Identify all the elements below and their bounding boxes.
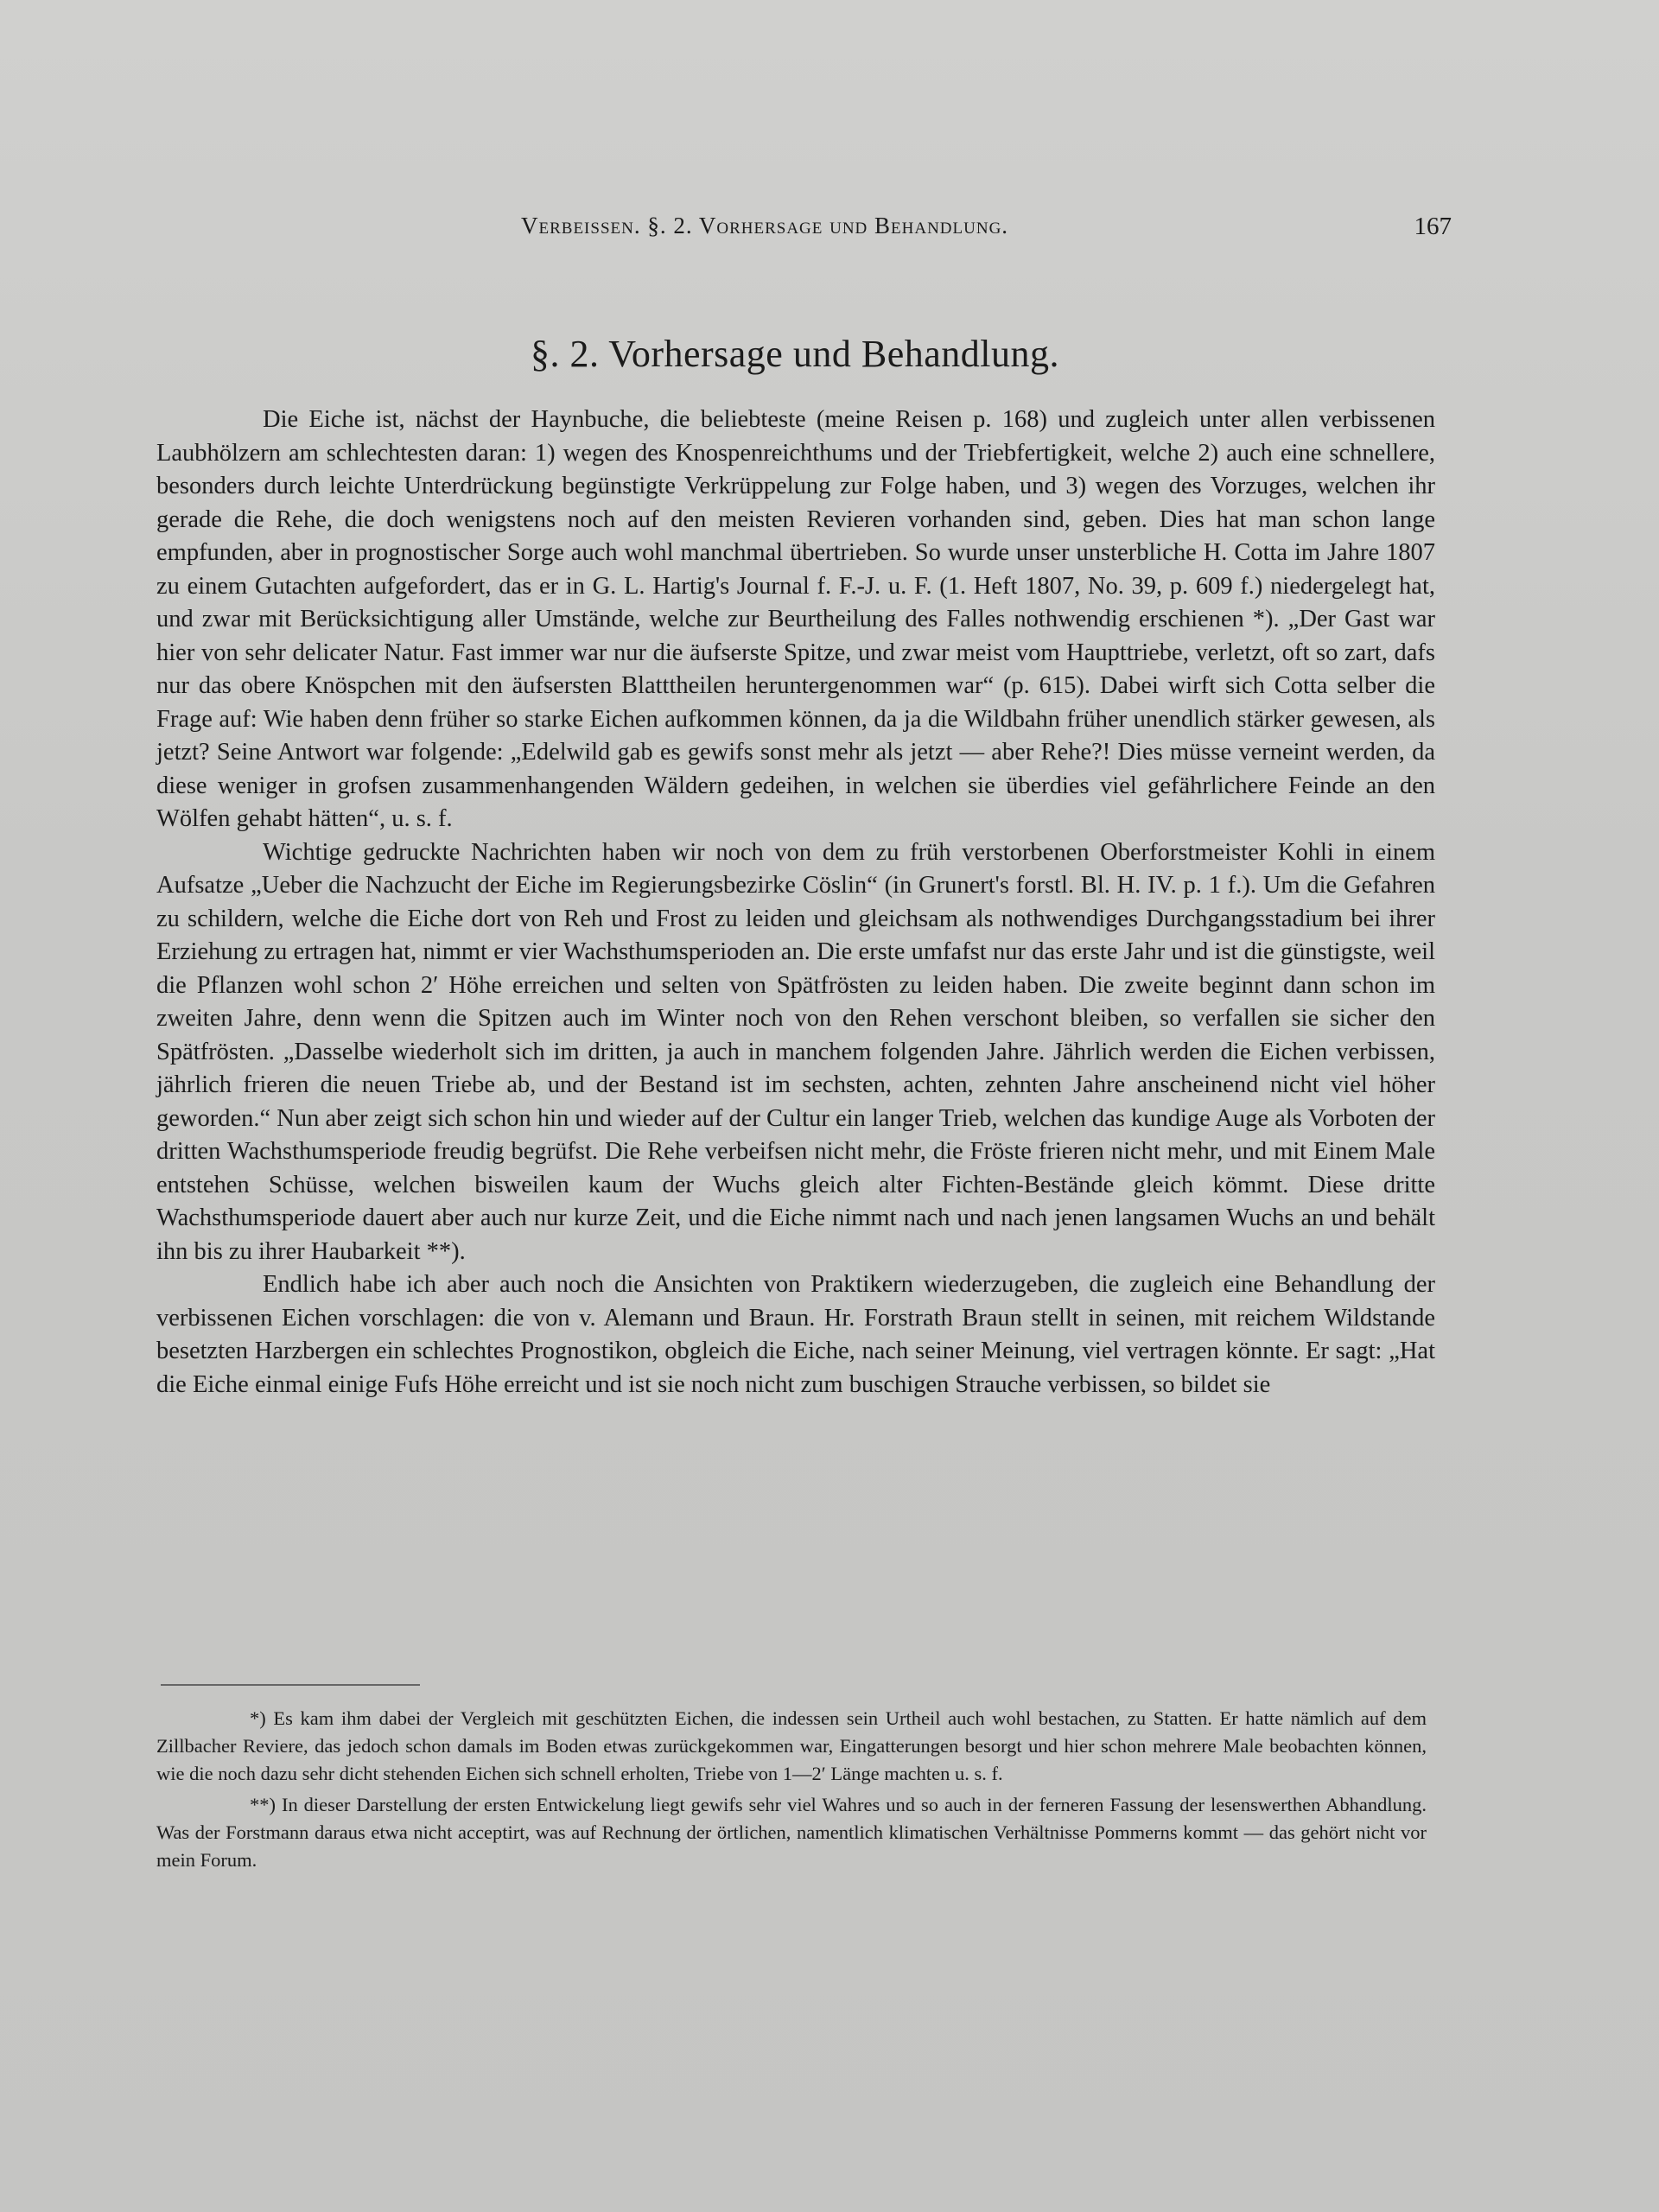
footnote: **) In dieser Darstellung der ersten Entwickelung liegt gewifs sehr viel Wahres und so auch in der ferneren Fassung der lesenswerthen Abhandlung. Was der Forstmann daraus etwa nicht acceptirt, was auf Rechnung der örtlichen, namentlich klimatischen Verhältnisse Pommerns kommt — das gehört nicht vor mein Forum. [156, 1794, 1427, 1871]
footnote: *) Es kam ihm dabei der Vergleich mit geschützten Eichen, die indessen sein Urtheil auch wohl bestachen, zu Statten. Er hatte nämlich auf dem Zillbacher Reviere, das jedoch schon damals im Boden etwas zurückgekommen war, Eingatterungen besorgt und hier schon mehrere Male beobachten können, wie die noch dazu sehr dicht stehenden Eichen sich schnell erholten, Triebe von 1—2′ Länge machten u. s. f. [156, 1707, 1427, 1784]
page-number: 167 [1414, 213, 1452, 240]
paragraph: Endlich habe ich aber auch noch die Ansichten von Praktikern wiederzugeben, die zugleich eine Behandlung der verbissenen Eichen vorschlagen: die von v. Alemann und Braun. Hr. Forstrath Braun stellt in seinen, mit reichem Wildstande besetzten Harzbergen ein schlechtes Prognostikon, obgleich die Eiche, nach seiner Meinung, viel vertragen könnte. Er sagt: „Hat die Eiche einmal einige Fufs Höhe erreicht und ist sie noch nicht zum buschigen Strauche verbissen, so bildet sie [156, 1271, 1435, 1398]
running-header [156, 213, 1452, 247]
footnote-divider [161, 1684, 420, 1686]
paragraph: Die Eiche ist, nächst der Haynbuche, die beliebteste (meine Reisen p. 168) und zugleich unter allen verbissenen Laubhölzern am schlechtesten daran: 1) wegen des Knospenreichthums und der Triebfertigkeit, welche 2) auch eine schnellere, besonders durch leichte Unterdrückung begünstigte Verkrüppelung zur Folge haben, und 3) wegen des Vorzuges, welchen ihr gerade die Rehe, die doch wenigstens noch auf den meisten Revieren vorhanden sind, geben. Dies hat man schon lange empfunden, aber in prognostischer Sorge auch wohl manchmal übertrieben. So wurde unser unsterbliche H. Cotta im Jahre 1807 zu einem Gutachten aufgefordert, das er in G. L. Hartig's Journal f. F.-J. u. F. (1. Heft 1807, No. 39, p. 609 f.) niedergelegt hat, und zwar mit Berücksichtigung aller Umstände, welche zur Beurtheilung des Falles nothwendig erschienen *). „Der Gast war hier von sehr delicater Natur. Fast immer war nur die äufserste Spitze, und zwar meist vom Haupttriebe, verletzt, oft so zart, dafs nur das obere Knöspchen mit den äufsersten Blatttheilen heruntergenommen war“ (p. 615). Dabei wirft sich Cotta selber die Frage auf: Wie haben denn früher so starke Eichen aufkommen können, da ja die Wildbahn früher unendlich stärker gewesen, als jetzt? Seine Antwort war folgende: „Edelwild gab es gewifs sonst mehr als jetzt — aber Rehe?! Dies müsse verneint werden, da diese weniger in grofsen zusammenhangenden Wäldern gedeihen, in welchen sie überdies viel gefährlichere Feinde an den Wölfen gehabt hätten“, u. s. f. [156, 406, 1435, 832]
footnotes [156, 1705, 1427, 1878]
body-text [156, 404, 1435, 1402]
section-heading: §. 2. Vorhersage und Behandlung. [531, 333, 1059, 375]
paragraph: Wichtige gedruckte Nachrichten haben wir noch von dem zu früh verstorbenen Oberforstmeister Kohli in einem Aufsatze „Ueber die Nachzucht der Eiche im Regierungsbezirke Cöslin“ (in Grunert's forstl. Bl. H. IV. p. 1 f.). Um die Gefahren zu schildern, welche die Eiche dort von Reh und Frost zu leiden und gleichsam als nothwendiges Durchgangsstadium bei ihrer Erziehung zu ertragen hat, nimmt er vier Wachsthumsperioden an. Die erste umfafst nur das erste Jahr und ist die günstigste, weil die Pflanzen wohl schon 2′ Höhe erreichen und selten von Spätfrösten zu leiden haben. Die zweite beginnt dann schon im zweiten Jahre, denn wenn die Spitzen auch im Winter noch von den Rehen verschont bleiben, so verfallen sie sicher den Spätfrösten. „Dasselbe wiederholt sich im dritten, ja auch in manchem folgenden Jahre. Jährlich werden die Eichen verbissen, jährlich frieren die neuen Triebe ab, und der Bestand ist im sechsten, achten, zehnten Jahre anscheinend nicht viel höher geworden.“ Nun aber zeigt sich schon hin und wieder auf der Cultur ein langer Trieb, welchen das kundige Auge als Vorboten der dritten Wachsthumsperiode freudig begrüfst. Die Rehe verbeifsen nicht mehr, die Fröste frieren nicht mehr, und mit Einem Male entstehen Schüsse, welchen bisweilen kaum der Wuchs gleich alter Fichten-Bestände gleich kömmt. Diese dritte Wachsthumsperiode dauert aber auch nur kurze Zeit, und die Eiche nimmt nach und nach jenen langsamen Wuchs an und behält ihn bis zu ihrer Haubarkeit **). [156, 838, 1435, 1265]
running-title: Verbeissen. §. 2. Vorhersage und Behandlung. [521, 213, 1009, 238]
